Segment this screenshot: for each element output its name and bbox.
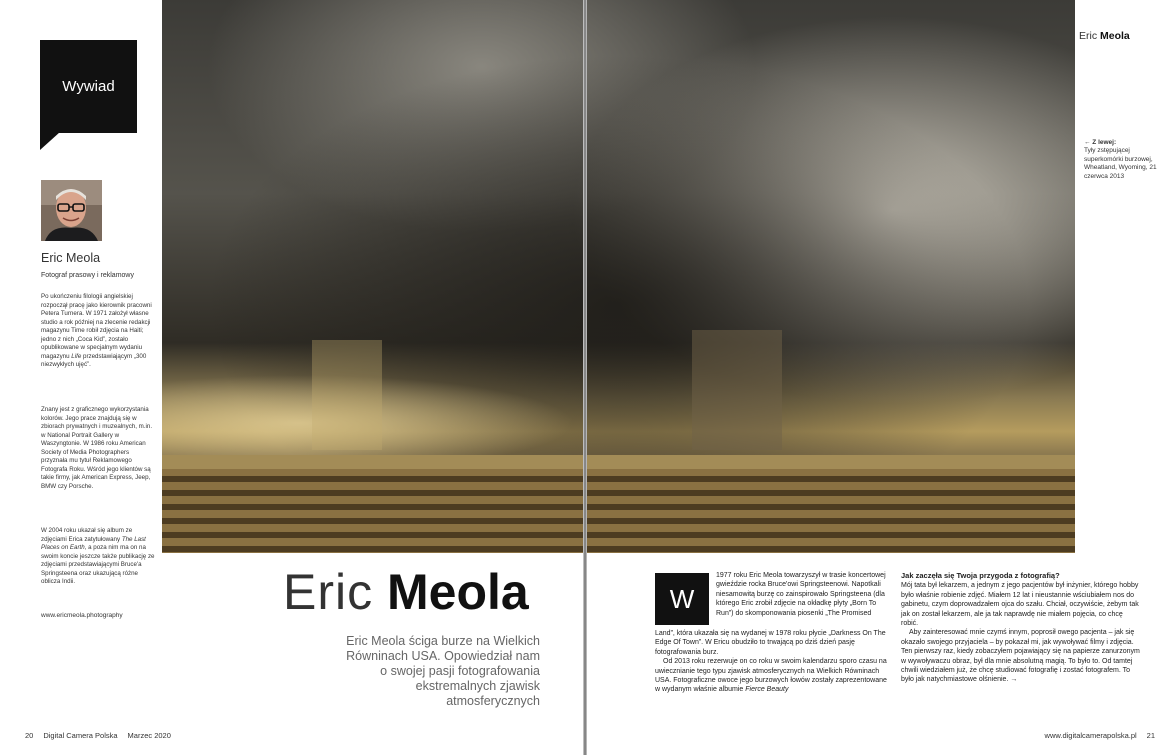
drop-cap: W xyxy=(655,573,709,625)
article-title xyxy=(283,563,529,621)
answer-paragraph-2: Aby zainteresować mnie czymś innym, poprosił owego pacjenta – jak się okazało swojego przyjaciela – by pokazał mi, jak wywoływać filmy i zdjęcia. Ten pierwszy raz, kiedy zobaczyłem pojawiający się na papierze zanurzonym w wywoływaczu obraz, był dla mnie absolutną magią. To było to. Od tamtej chwili wiedziałem już, że chcę studiować fotografię i zostać fotografem. To było jak natychmiastowe olśnienie. → xyxy=(901,629,1140,684)
article-column-1 xyxy=(655,629,888,695)
page-number-left: 20 xyxy=(25,731,34,740)
avatar xyxy=(41,180,102,241)
sidebar-role: Fotograf prasowy i reklamowy xyxy=(41,272,134,279)
article-paragraph-1-end: Land”, która ukazała się na wydanej w 1978 roku płycie „Darkness On The Edge Of Town”. W Ericu obudziło to trwającą po dziś dzień pasję fotografowania burz. xyxy=(655,630,886,656)
issue-date: Marzec 2020 xyxy=(127,731,171,740)
page-number-right: 21 xyxy=(1146,731,1155,740)
footer-left xyxy=(25,731,181,740)
photo-caption xyxy=(1084,139,1164,181)
article-paragraph-2: Od 2013 roku rezerwuje on co roku w swoim kalendarzu sporo czasu na uwiecznianie tego typu zjawisk atmosferycznych na Wielkich Równinach USA. Fotograficzne owoce jego burzowych łowów zostały zaprezentowane w wydanym właśnie albumie Fierce Beauty xyxy=(655,658,887,694)
article-lead: Eric Meola ściga burze na Wielkich Równinach USA. Opowiedział nam o swojej pasji fotografowania ekstremalnych zjawisk atmosferycznych xyxy=(346,634,540,708)
magazine-name: Digital Camera Polska xyxy=(43,731,118,740)
title-first-name: Eric xyxy=(283,564,374,620)
footer-right xyxy=(1035,731,1155,740)
caption-text: Tyły zstępującej superkomórki burzowej, Wheatland, Wyoming, 21 czerwca 2013 xyxy=(1084,147,1157,180)
running-head: Eric Meola xyxy=(1079,30,1130,42)
photographer-website[interactable]: www.ericmeola.photography xyxy=(41,612,123,619)
page-gutter xyxy=(583,0,587,755)
sidebar-bio-3: W 2004 roku ukazał się album ze zdjęciami Erica zatytułowany The Last Places on Earth, a poza nim ma on na swoim koncie jeszcze także publikację ze zdjęciami przedstawiającymi Bruce'a Springsteena oraz ukazującą różne oblicza Indii. xyxy=(41,527,155,585)
magazine-website[interactable]: www.digitalcamerapolska.pl xyxy=(1044,731,1137,740)
article-column-2 xyxy=(901,571,1141,685)
caption-label: ← Z lewej: xyxy=(1084,139,1117,146)
answer-paragraph-1: Mój tata był lekarzem, a jednym z jego pacjentów był inżynier, którego hobby było właśnie robienie zdjęć. Miałem 12 lat i nieustannie wściubiałem nos do gabinetu, czym doprowadzałem ojca do szału. Chciał, oczywiście, żebym tak jak on został lekarzem, ale ja tak naprawdę nie miałem pojęcia, co chcę robić. xyxy=(901,582,1139,628)
sidebar-bio-1: Po ukończeniu filologii angielskiej rozpoczął pracę jako kierownik pracowni Petera Turnera. W 1971 założył własne studio a rok później na zlecenie redakcji magazynu Time robił zdjęcia na Haiti; jedno z nich „Coca Kid”, zostało opublikowane w specjalnym wydaniu magazynu Life przedstawiającym „300 niezwykłych ujęć”. xyxy=(41,293,152,368)
sidebar-name: Eric Meola xyxy=(41,251,101,265)
section-tag: Wywiad xyxy=(40,40,137,133)
sidebar-bio-2: Znany jest z graficznego wykorzystania kolorów. Jego prace znajdują się w zbiorach prywatnych i muzealnych, m.in. w National Portrait Gallery w Waszyngtonie. W 1986 roku American Society of Media Photographers przyznała mu tytuł Reklamowego Fotografa Roku. Wśród jego klientów są takie firmy, jak American Express, Jeep, BMW czy Porsche. xyxy=(41,406,153,490)
storm-photo xyxy=(162,0,1075,553)
article-paragraph-1-start: 1977 roku Eric Meola towarzyszył w trasie koncertowej gwieździe rocka Bruce'owi Springsteenowi. Napotkali niesamowitą burzę co zainspirowało Springsteena (dla którego Eric zrobił zdjęcie na okładkę płyty „Born To Run”) do skomponowania piosenki „The Promised xyxy=(716,572,886,617)
section-tag-tail xyxy=(40,132,60,150)
title-last-name: Meola xyxy=(387,564,529,620)
interview-question: Jak zaczęła się Twoja przygoda z fotografią? xyxy=(901,571,1060,580)
